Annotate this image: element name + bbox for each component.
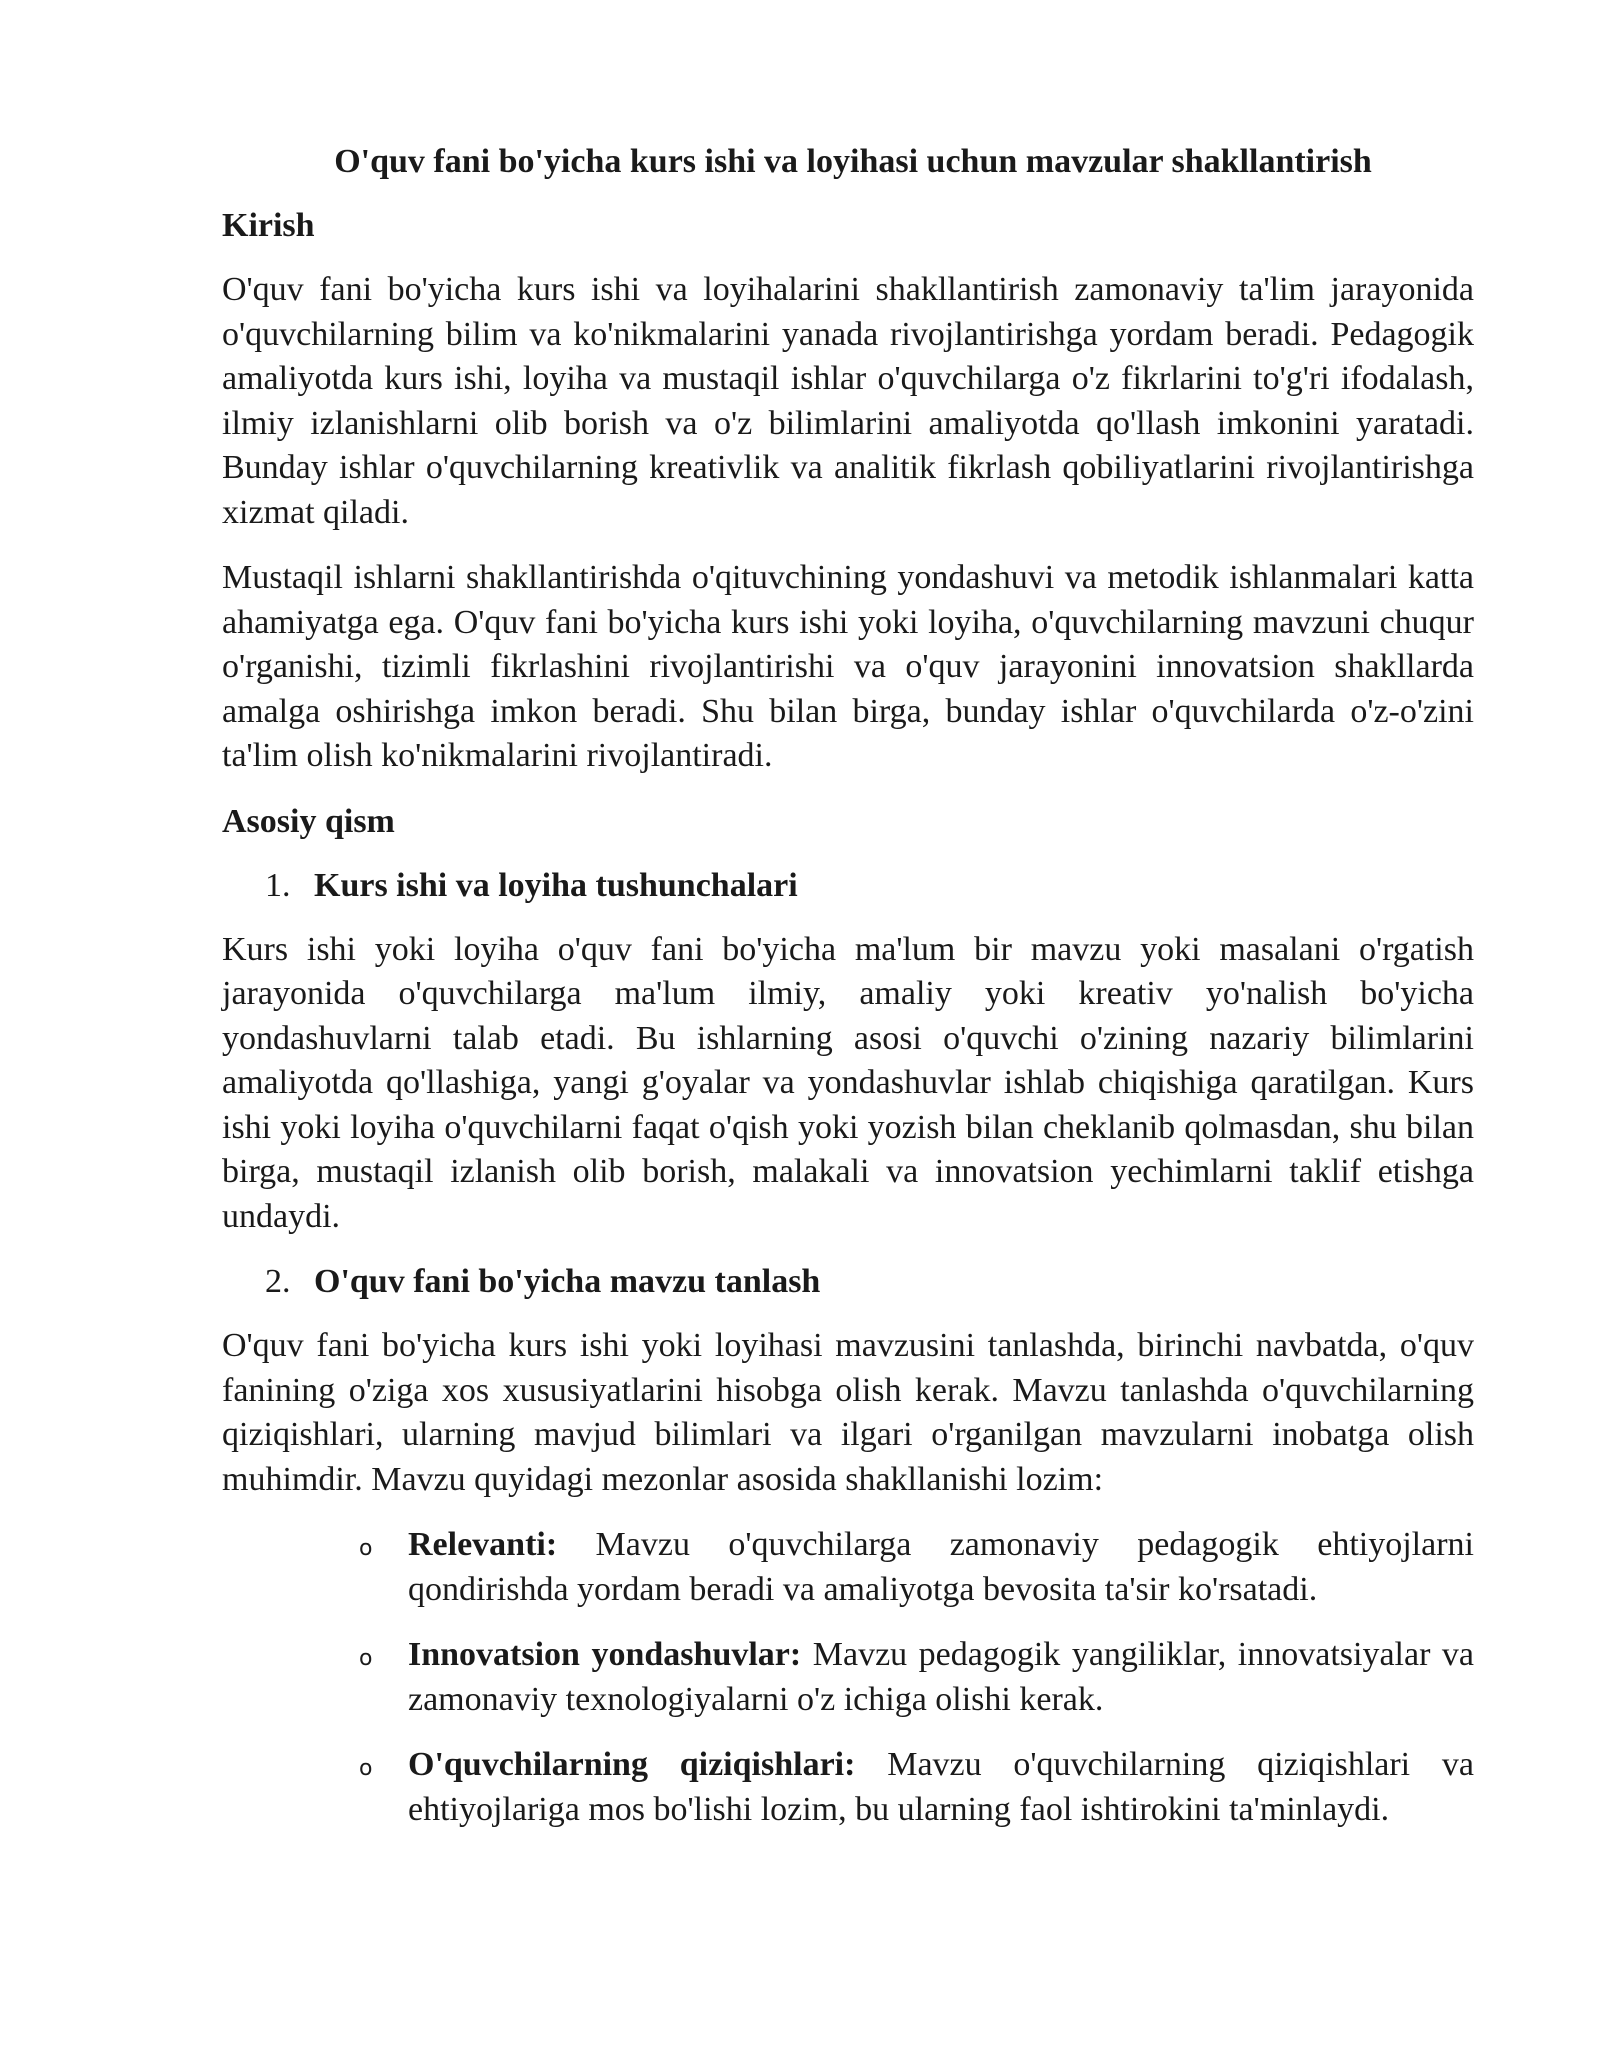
bullet-marker: o xyxy=(359,1646,373,1671)
main-heading: Asosiy qism xyxy=(222,802,395,840)
bullet-marker: o xyxy=(359,1536,373,1561)
bullet-marker: o xyxy=(359,1756,373,1781)
criterion-text: Mavzu o'quvchilarga zamonaviy pedagogik ehtiyojlarni qondirishda yordam beradi va amaliyotga bevosita ta'sir ko'rsatadi. xyxy=(408,1526,1474,1608)
numbered-heading-text: O'quv fani bo'yicha mavzu tanlash xyxy=(314,1263,821,1300)
list-item xyxy=(222,1523,1474,1612)
section-1-paragraph: Kurs ishi yoki loyiha o'quv fani bo'yicha ma'lum bir mavzu yoki masalani o'rgatish jarayonida o'quvchilarga ma'lum ilmiy, amaliy yoki kreativ yo'nalish bo'yicha yondashuvlarni talab etadi. Bu ishlarning asosi o'quvchi o'zining nazariy bilimlarini amaliyotda qo'llashiga, yangi g'oyalar va yondashuvlar ishlab chiqishiga qaratilgan. Kurs ishi yoki loyiha o'quvchilarni faqat o'qish yoki yozish bilan cheklanib qolmasdan, shu bilan birga, mustaqil izlanish olib borish, malakali va innovatsion yechimlarni taklif etishga undaydi. xyxy=(222,930,1474,1235)
list-item xyxy=(222,1743,1474,1832)
list-item xyxy=(222,1633,1474,1722)
intro-heading: Kirish xyxy=(222,207,315,244)
list-number: 2. xyxy=(265,1263,291,1300)
list-number: 1. xyxy=(265,866,291,904)
criterion-label: O'quvchilarning qiziqishlari: xyxy=(408,1746,856,1783)
criterion-label: Relevanti: xyxy=(408,1526,558,1563)
section-2-paragraph: O'quv fani bo'yicha kurs ishi yoki loyihasi mavzusini tanlashda, birinchi navbatda, o'quv fanining o'ziga xos xususiyatlarini hisobga olish kerak. Mavzu tanlashda o'quvchilarning qiziqishlari, ularning mavjud bilimlari va ilgari o'rganilgan mavzularni inobatga olish muhimdir. Mavzu quyidagi mezonlar asosida shakllanishi lozim: xyxy=(222,1327,1474,1498)
criterion-text: Mavzu pedagogik yangiliklar, innovatsiyalar va zamonaviy texnologiyalarni o'z ichiga olishi kerak. xyxy=(408,1636,1475,1718)
intro-paragraph-2: Mustaqil ishlarni shakllantirishda o'qituvchining yondashuvi va metodik ishlanmalari katta ahamiyatga ega. O'quv fani bo'yicha kurs ishi yoki loyiha, o'quvchilarning mavzuni chuqur o'rganishi, tizimli fikrlashini rivojlantirishi va o'quv jarayonini innovatsion shakllarda amalga oshirishga imkon beradi. Shu bilan birga, bunday ishlar o'quvchilarda o'z-o'zini ta'lim olish ko'nikmalarini rivojlantiradi. xyxy=(222,559,1474,774)
numbered-heading-text: Kurs ishi va loyiha tushunchalari xyxy=(314,866,798,904)
document-page xyxy=(222,140,1474,1853)
numbered-heading-1 xyxy=(222,864,1474,908)
criteria-list xyxy=(222,1523,1474,1832)
intro-paragraph-1: O'quv fani bo'yicha kurs ishi va loyihalarini shakllantirish zamonaviy ta'lim jarayonida o'quvchilarning bilim va ko'nikmalarini yanada rivojlantirishga yordam beradi. Pedagogik amaliyotda kurs ishi, loyiha va mustaqil ishlar o'quvchilarga o'z fikrlarini to'g'ri ifodalash, ilmiy izlanishlarni olib borish va o'z bilimlarini amaliyotda qo'llash imkonini yaratadi. Bunday ishlar o'quvchilarning kreativlik va analitik fikrlash qobiliyatlarini rivojlantirishga xizmat qiladi. xyxy=(222,271,1474,531)
document-title: O'quv fani bo'yicha kurs ishi va loyihasi uchun mavzular shakllantirish xyxy=(334,143,1372,180)
criterion-label: Innovatsion yondashuvlar: xyxy=(408,1636,802,1673)
criterion-text: Mavzu o'quvchilarning qiziqishlari va ehtiyojlariga mos bo'lishi lozim, bu ularning faol ishtirokini ta'minlaydi. xyxy=(408,1746,1474,1828)
numbered-heading-2 xyxy=(222,1260,1474,1304)
